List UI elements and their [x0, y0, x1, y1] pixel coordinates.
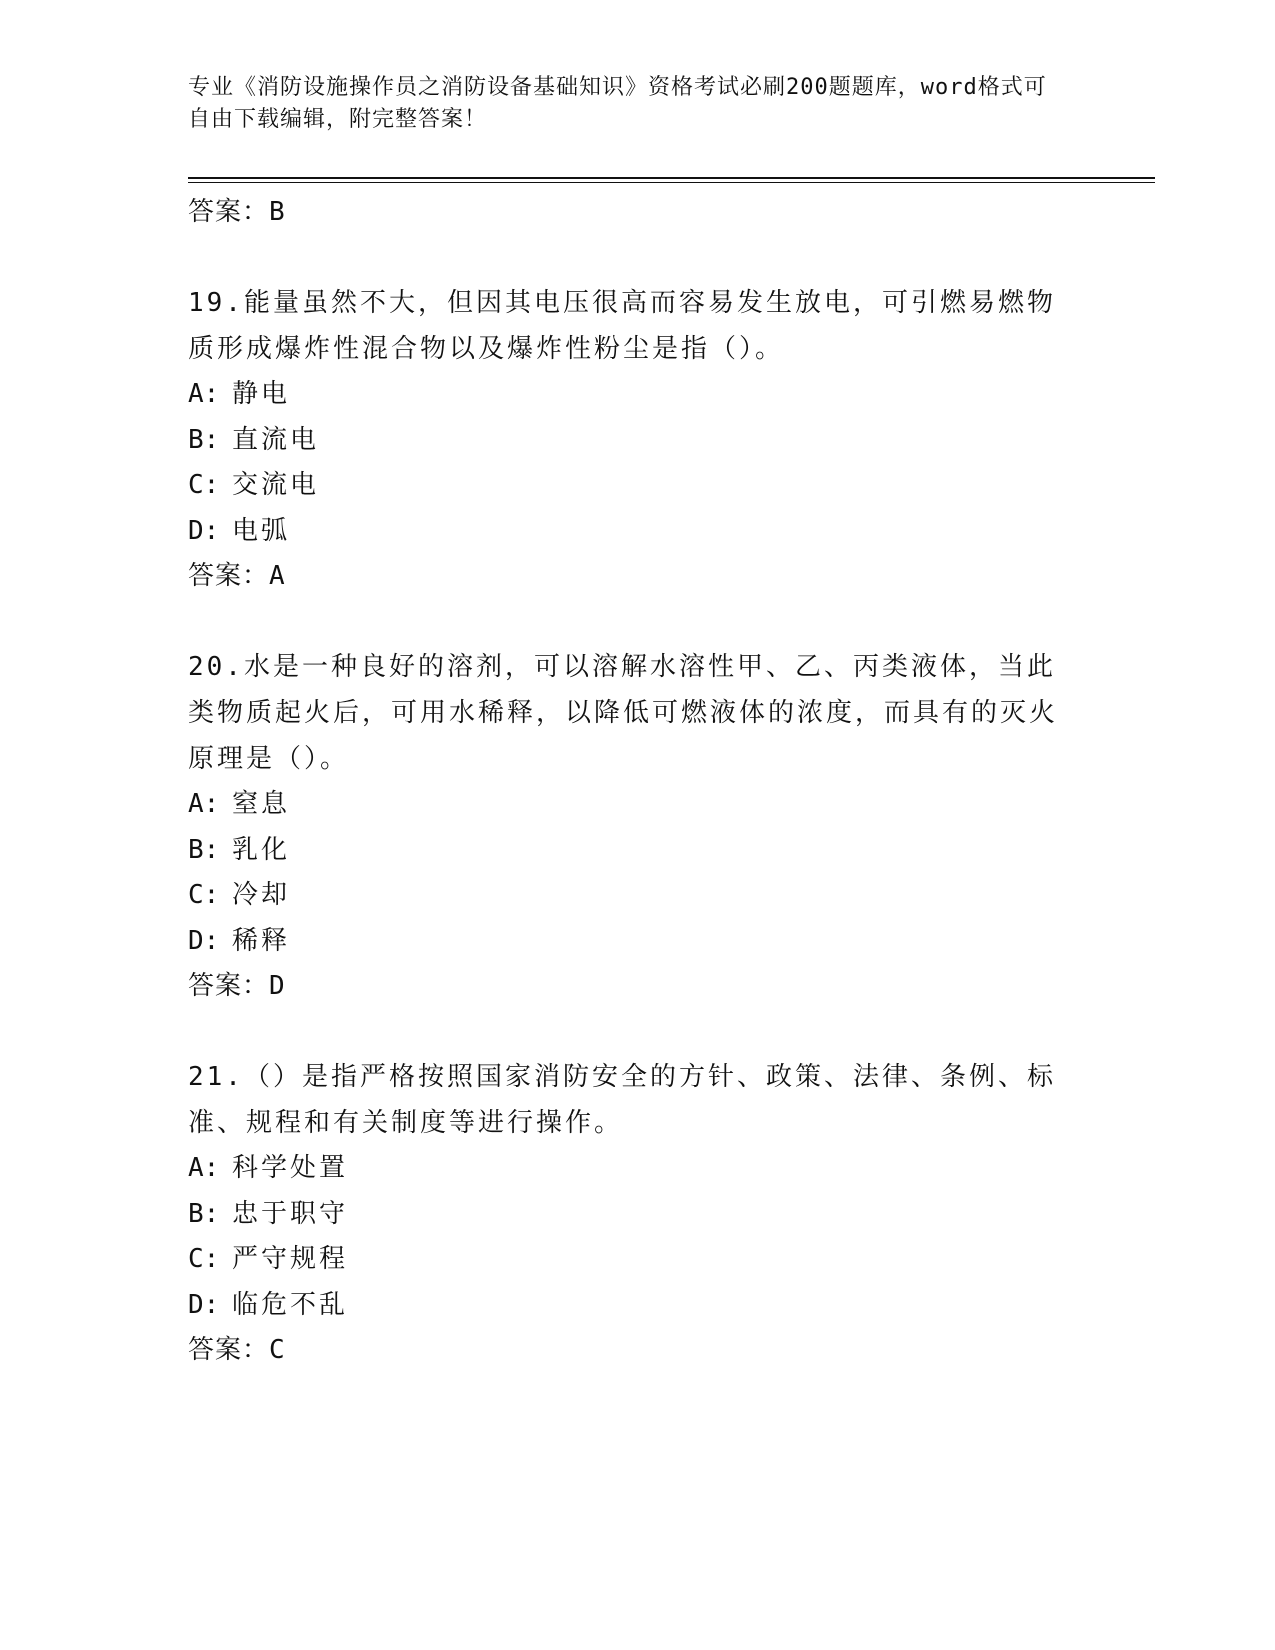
option-key: B: [188, 424, 220, 455]
option-b [188, 1192, 1088, 1238]
option-text: 科学处置 [232, 1153, 349, 1183]
question-20 [188, 644, 1088, 1008]
option-text: 乳化 [232, 834, 291, 865]
option-d [188, 1283, 1088, 1329]
answer-label: 答案： [188, 971, 270, 1001]
question-stem: 19.能量虽然不大，但因其电压很高而容易发生放电，可引燃易燃物质形成爆炸性混合物以及爆炸性粉尘是指（）。 [188, 288, 1056, 364]
option-d [188, 919, 1088, 965]
header-divider-thin [188, 182, 1155, 183]
option-text: 直流电 [232, 424, 320, 455]
option-key: D: [188, 925, 220, 956]
option-key: A: [188, 789, 220, 819]
option-c [188, 873, 1088, 919]
option-text: 窒息 [232, 789, 291, 819]
question-stem: 21.（）是指严格按照国家消防安全的方针、政策、法律、条例、标准、规程和有关制度等进行操作。 [188, 1062, 1056, 1138]
option-key: D: [188, 515, 220, 546]
answer-value: D [269, 971, 286, 1001]
option-b [188, 418, 1088, 464]
answer-label: 答案： [188, 197, 270, 227]
option-text: 电弧 [232, 515, 291, 546]
option-key: D: [188, 1289, 220, 1320]
document-header: 专业《消防设施操作员之消防设备基础知识》资格考试必刷200题题库，word格式可自由下载编辑，附完整答案！ [188, 75, 1047, 132]
answer-label: 答案： [188, 561, 270, 591]
option-key: A: [188, 1153, 220, 1183]
question-21 [188, 1054, 1088, 1372]
option-text: 临危不乱 [232, 1289, 349, 1320]
option-text: 冷却 [232, 880, 291, 910]
question-list [188, 190, 1088, 1372]
answer-value: B [269, 197, 286, 227]
answer-label: 答案： [188, 1335, 270, 1365]
option-a [188, 372, 1088, 418]
option-key: C: [188, 880, 220, 910]
question-19 [188, 280, 1088, 598]
option-text: 忠于职守 [232, 1198, 349, 1229]
option-c [188, 463, 1088, 509]
option-key: A: [188, 379, 220, 409]
option-c [188, 1237, 1088, 1283]
question-answer [188, 1328, 1088, 1372]
answer-value: C [269, 1335, 286, 1365]
option-key: B: [188, 834, 220, 865]
option-a [188, 782, 1088, 828]
option-text: 交流电 [232, 470, 320, 500]
answer-value: A [269, 561, 286, 591]
option-key: C: [188, 1244, 220, 1274]
option-text: 稀释 [232, 925, 291, 956]
question-answer [188, 554, 1088, 598]
option-text: 严守规程 [232, 1244, 349, 1274]
question-stem: 20.水是一种良好的溶剂，可以溶解水溶性甲、乙、丙类液体，当此类物质起火后，可用水稀释，以降低可燃液体的浓度，而具有的灭火原理是（）。 [188, 652, 1059, 774]
option-key: C: [188, 470, 220, 500]
previous-answer [188, 190, 1088, 234]
option-a [188, 1146, 1088, 1192]
option-key: B: [188, 1198, 220, 1229]
header-divider-thick [188, 177, 1155, 179]
option-d [188, 509, 1088, 555]
question-answer [188, 964, 1088, 1008]
option-b [188, 828, 1088, 874]
option-text: 静电 [232, 379, 291, 409]
